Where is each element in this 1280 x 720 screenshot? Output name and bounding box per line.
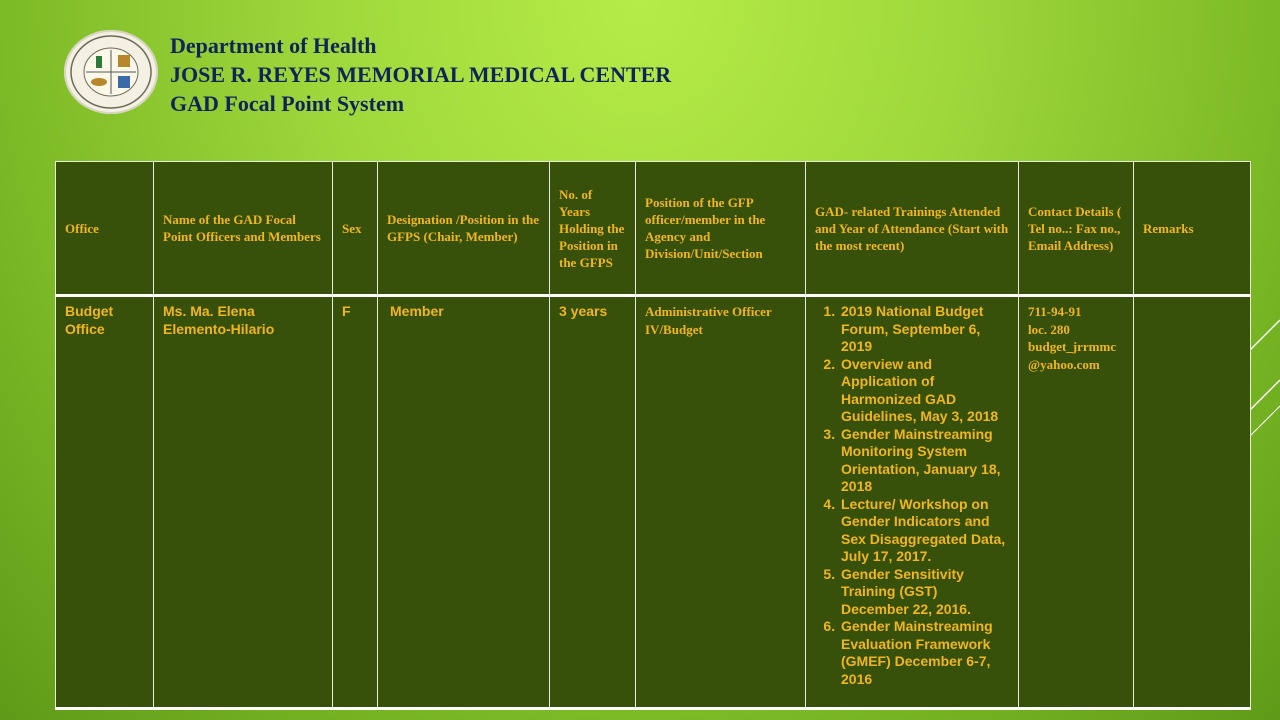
training-item: 5. Gender Sensitivity Training (GST) December 22, 2016. xyxy=(839,566,1009,619)
cell-designation: Member xyxy=(378,296,550,709)
table-header-row xyxy=(56,162,1251,296)
col-trainings: GAD- related Trainings Attended and Year of Attendance (Start with the most recent) xyxy=(806,162,1019,296)
col-contact: Contact Details ( Tel no..: Fax no., Email Address) xyxy=(1019,162,1134,296)
contact-email: budget_jrrmmc@yahoo.com xyxy=(1028,339,1117,372)
col-position: Position of the GFP officer/member in the Agency and Division/Unit/Section xyxy=(636,162,806,296)
col-remarks: Remarks xyxy=(1134,162,1251,296)
training-item: 2. Overview and Application of Harmonized GAD Guidelines, May 3, 2018 xyxy=(839,356,1009,426)
training-item: 1. 2019 National Budget Forum, September 6, 2019 xyxy=(839,303,1009,356)
cell-name: Ms. Ma. Elena Elemento-Hilario xyxy=(154,296,333,709)
system-name: GAD Focal Point System xyxy=(170,91,405,116)
col-years: No. of Years Holding the Position in the GFPS xyxy=(550,162,636,296)
cell-sex: F xyxy=(333,296,378,709)
cell-position: Administrative Officer IV/Budget xyxy=(636,296,806,709)
cell-remarks xyxy=(1134,296,1251,709)
training-item: 6. Gender Mainstreaming Evaluation Framework (GMEF) December 6-7, 2016 xyxy=(839,618,1009,688)
training-item: 4. Lecture/ Workshop on Gender Indicators and Sex Disaggregated Data, July 17, 2017. xyxy=(839,496,1009,566)
contact-loc: loc. 280 xyxy=(1028,321,1070,337)
trainings-list xyxy=(815,303,1009,688)
col-sex: Sex xyxy=(333,162,378,296)
col-designation: Designation /Position in the GFPS (Chair, Member) xyxy=(378,162,550,296)
page-header xyxy=(170,31,671,118)
department-name: Department of Health xyxy=(170,33,377,58)
hospital-name: JOSE R. REYES MEMORIAL MEDICAL CENTER xyxy=(170,62,672,87)
cell-years: 3 years xyxy=(550,296,636,709)
cell-office: Budget Office xyxy=(56,296,154,709)
hospital-seal-logo xyxy=(64,30,158,114)
contact-tel: 711-94-91 xyxy=(1028,304,1082,319)
training-item: 3. Gender Mainstreaming Monitoring System Orientation, January 18, 2018 xyxy=(839,426,1009,496)
gad-focal-point-table xyxy=(55,161,1251,710)
cell-contact xyxy=(1019,296,1134,709)
cell-trainings xyxy=(806,296,1019,709)
col-name: Name of the GAD Focal Point Officers and Members xyxy=(154,162,333,296)
table-row xyxy=(56,296,1251,709)
col-office: Office xyxy=(56,162,154,296)
